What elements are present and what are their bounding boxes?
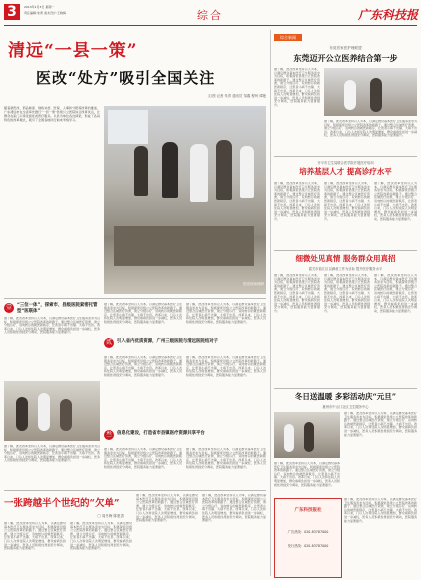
photo-person [134, 146, 148, 196]
divider [274, 156, 417, 157]
middle-text: 据了解，此次改革坚持以人为本，以满足群众基本医疗卫生服务需求为目标，积极探索县级公立医院改革的新路子。通过整合区域医疗资源，建立分级诊疗、双向转诊的就医新秩序，让患者小病不出镇、大病不出县。改革以来，门诊人次和住院人次明显增加，群众看病负担进一步减轻，医务人员积极性得到充分调动，医院服务能力显著提升。 [186, 356, 266, 377]
middle-text: 据了解，此次改革坚持以人为本，以满足群众基本医疗卫生服务需求为目标，积极探索县级公立医院改革的新路子。通过整合区域医疗资源，建立分级诊疗、双向转诊的就医新秩序，让患者小病不出镇、大病不出县。改革以来，门诊人次和住院人次明显增加，群众看病负担进一步减轻，医务人员积极性得到充分调动，医院服务能力显著提升。 [186, 303, 266, 324]
editor-line: 责任编辑:朱青 美术设计:王晓梅 [24, 11, 66, 15]
bottom-text: 据了解，此次改革坚持以人为本，以满足群众基本医疗卫生服务需求为目标，积极探索县级公立医院改革的新路子。通过整合区域医疗资源，建立分级诊疗、双向转诊的就医新秩序，让患者小病不出镇、大病不出县。改革以来，门诊人次和住院人次明显增加，群众看病负担进一步减轻，医务人员积极性得到充分调动，医院服务能力显著提升。 [202, 494, 266, 523]
story2-text: 据了解，此次改革坚持以人为本，以满足群众基本医疗卫生服务需求为目标，积极探索县级公立医院改革的新路子。通过整合区域医疗资源，建立分级诊疗、双向转诊的就医新秩序，让患者小病不出镇、大病不出县。改革以来，门诊人次和住院人次明显增加，群众看病负担进一步减轻，医务人员积极性得到充分调动，医院服务能力显著提升。 [274, 182, 320, 221]
story1-text: 据了解，此次改革坚持以人为本，以满足群众基本医疗卫生服务需求为目标，积极探索县级公立医院改革的新路子。通过整合区域医疗资源，建立分级诊疗、双向转诊的就医新秩序，让患者小病不出镇、大病不出县。改革以来，门诊人次和住院人次明显增加，群众看病负担进一步减轻，医务人员积极性得到充分调动，医院服务能力显著提升。 [324, 120, 417, 138]
right-column [274, 34, 417, 576]
section-one [4, 303, 100, 483]
story2-kicker: 开平市卫生局联合医学院开展医疗培训 [317, 161, 374, 165]
section-photo [4, 381, 100, 441]
section-three [104, 430, 266, 444]
divider [274, 388, 417, 389]
section-badge: 贰 [105, 339, 112, 346]
divider [4, 490, 266, 491]
photo-person [370, 78, 382, 112]
story4-photo [274, 412, 340, 458]
section-title: “三位一体”，探索市、县级医院紧密托管型“医联体” [17, 303, 98, 314]
story4-headline: 冬日送温暖 多彩活动庆“元旦” [294, 392, 397, 401]
ad-line: 广东科技报社 [294, 508, 322, 513]
paper-logo: 广东科技报 [357, 8, 418, 22]
bottom-byline: □ 周冬梅 陈惠香 [97, 514, 124, 518]
main-story [4, 34, 266, 299]
photo-person [304, 422, 314, 452]
date-line: 2013年1月3日 星期一 [24, 5, 55, 9]
bottom-text: 据了解，此次改革坚持以人为本，以满足群众基本医疗卫生服务需求为目标，积极探索县级公立医院改革的新路子。通过整合区域医疗资源，建立分级诊疗、双向转诊的就医新秩序，让患者小病不出镇、大病不出县。改革以来，门诊人次和住院人次明显增加，群众看病负担进一步减轻，医务人员积极性得到充分调动，医院服务能力显著提升。 [136, 494, 198, 523]
story1-photo [324, 68, 417, 116]
right-column-divider [270, 30, 271, 576]
story4-text: 据了解，此次改革坚持以人为本，以满足群众基本医疗卫生服务需求为目标，积极探索县级公立医院改革的新路子。通过整合区域医疗资源，建立分级诊疗、双向转诊的就医新秩序，让患者小病不出镇、大病不出县。改革以来，门诊人次和住院人次明显增加，群众看病负担进一步减轻，医务人员积极性得到充分调动，医院服务能力显著提升。 [344, 412, 417, 437]
story3-text: 据了解，此次改革坚持以人为本，以满足群众基本医疗卫生服务需求为目标，积极探索县级公立医院改革的新路子。通过整合区域医疗资源，建立分级诊疗、双向转诊的就医新秩序，让患者小病不出镇、大病不出县。改革以来，门诊人次和住院人次明显增加，群众看病负担进一步减轻，医务人员积极性得到充分调动，医院服务能力显著提升。 [374, 274, 417, 313]
section-body: 据了解，此次改革坚持以人为本，以满足群众基本医疗卫生服务需求为目标，积极探索县级公立医院改革的新路子。通过整合区域医疗资源，建立分级诊疗、双向转诊的就医新秩序，让患者小病不出镇、大病不出县。改革以来，门诊人次和住院人次明显增加，群众看病负担进一步减轻，医务人员积极性得到充分调动，医院服务能力显著提升。 [4, 445, 100, 463]
story4-kicker: 惠州市中山门社区卫生服务中心 [322, 405, 369, 409]
story1-kicker: 东莞首家医护理联盟 [329, 46, 362, 50]
ad-box [274, 498, 342, 578]
story4-text: 据了解，此次改革坚持以人为本，以满足群众基本医疗卫生服务需求为目标，积极探索县级公立医院改革的新路子。通过整合区域医疗资源，建立分级诊疗、双向转诊的就医新秩序，让患者小病不出镇、大病不出县。改革以来，门诊人次和住院人次明显增加，群众看病负担进一步减轻，医务人员积极性得到充分调动，医院服务能力显著提升。 [344, 498, 417, 523]
section-name: 综合 [197, 9, 223, 22]
photo-person [344, 80, 356, 110]
middle-text: 据了解，此次改革坚持以人为本，以满足群众基本医疗卫生服务需求为目标，积极探索县级公立医院改革的新路子。通过整合区域医疗资源，建立分级诊疗、双向转诊的就医新秩序，让患者小病不出镇、大病不出县。改革以来，门诊人次和住院人次明显增加，群众看病负担进一步减轻，医务人员积极性得到充分调动，医院服务能力显著提升。 [104, 448, 182, 469]
photo-caption: 医改现场调研 [243, 282, 264, 286]
story4-text: 据了解，此次改革坚持以人为本，以满足群众基本医疗卫生服务需求为目标，积极探索县级公立医院改革的新路子。通过整合区域医疗资源，建立分级诊疗、双向转诊的就医新秩序，让患者小病不出镇、大病不出县。改革以来，门诊人次和住院人次明显增加，群众看病负担进一步减轻，医务人员积极性得到充分调动，医院服务能力显著提升。 [274, 462, 340, 487]
bottom-headline: 一张跨越半个世纪的“欠单” [4, 498, 120, 509]
main-headline-line2: 医改“处方”吸引全国关注 [36, 69, 216, 87]
photo-person [38, 393, 50, 431]
story2-text: 据了解，此次改革坚持以人为本，以满足群众基本医疗卫生服务需求为目标，积极探索县级公立医院改革的新路子。通过整合区域医疗资源，建立分级诊疗、双向转诊的就医新秩序，让患者小病不出镇、大病不出县。改革以来，门诊人次和住院人次明显增加，群众看病负担进一步减轻，医务人员积极性得到充分调动，医院服务能力显著提升。 [324, 182, 370, 221]
photo-person [284, 424, 294, 452]
story2-headline: 培养基层人才 提高诊疗水平 [299, 167, 392, 176]
story1-text: 据了解，此次改革坚持以人为本，以满足群众基本医疗卫生服务需求为目标，积极探索县级公立医院改革的新路子。通过整合区域医疗资源，建立分级诊疗、双向转诊的就医新秩序，让患者小病不出镇、大病不出县。改革以来，门诊人次和住院人次明显增加，群众看病负担进一步减轻，医务人员积极性得到充分调动，医院服务能力显著提升。 [274, 68, 320, 107]
main-photo [104, 106, 266, 294]
middle-text: 据了解，此次改革坚持以人为本，以满足群众基本医疗卫生服务需求为目标，积极探索县级公立医院改革的新路子。通过整合区域医疗资源，建立分级诊疗、双向转诊的就医新秩序，让患者小病不出镇、大病不出县。改革以来，门诊人次和住院人次明显增加，群众看病负担进一步减轻，医务人员积极性得到充分调动，医院服务能力显著提升。 [104, 303, 182, 324]
byline: 文/图 记者 朱青 通讯员 邹鑫 程珂 谭艳 [207, 94, 266, 98]
intro-text: 随着新医改、药品制度、财政补偿、医保、人事和分配等改革的推进，广东清远市在全省率先推行“一县一策”县级公立医院综合改革试点，让群众在家门口享受到优质医疗服务。以县为单位各自探索，形成了各具特色的改革模式，吸引了全国各地同行前来考察学习。 [4, 106, 100, 123]
page-header [4, 4, 417, 30]
section-badge: 壹 [5, 304, 12, 311]
section-title: 信息化建设，打造省市县镇医疗资源共享平台 [117, 431, 205, 436]
middle-text: 据了解，此次改革坚持以人为本，以满足群众基本医疗卫生服务需求为目标，积极探索县级公立医院改革的新路子。通过整合区域医疗资源，建立分级诊疗、双向转诊的就医新秩序，让患者小病不出镇、大病不出县。改革以来，门诊人次和住院人次明显增加，群众看病负担进一步减轻，医务人员积极性得到充分调动，医院服务能力显著提升。 [104, 356, 182, 377]
bottom-story [4, 494, 266, 576]
story1-headline: 东莞迈开公立医养结合第一步 [293, 53, 398, 63]
photo-person [216, 140, 232, 200]
photo-window [108, 110, 148, 144]
section-badge: 叁 [105, 431, 112, 438]
middle-text: 据了解，此次改革坚持以人为本，以满足群众基本医疗卫生服务需求为目标，积极探索县级公立医院改革的新路子。通过整合区域医疗资源，建立分级诊疗、双向转诊的就医新秩序，让患者小病不出镇、大病不出县。改革以来，门诊人次和住院人次明显增加，群众看病负担进一步减轻，医务人员积极性得到充分调动，医院服务能力显著提升。 [186, 448, 266, 469]
section-two [104, 338, 266, 352]
section-title: 引入省内优质资源，广州三级医院与清远医院结对子 [117, 339, 218, 344]
ad-line: 发行热线：020-83787000 [287, 544, 329, 548]
photo-person [16, 397, 28, 431]
brand-tag: 综合新闻 [274, 34, 302, 41]
ad-line: 广告热线：020-83787000 [287, 530, 329, 534]
header-rule [4, 25, 417, 26]
photo-person [162, 142, 178, 198]
photo-desk [114, 226, 254, 266]
story3-subhead: 韶关市曲江区以满意工作为目标 提升医疗服务水平 [308, 267, 383, 271]
photo-person [60, 399, 72, 431]
bottom-text: 据了解，此次改革坚持以人为本，以满足群众基本医疗卫生服务需求为目标，积极探索县级公立医院改革的新路子。通过整合区域医疗资源，建立分级诊疗、双向转诊的就医新秩序，让患者小病不出镇、大病不出县。改革以来，门诊人次和住院人次明显增加，群众看病负担进一步减轻，医务人员积极性得到充分调动，医院服务能力显著提升。 [4, 522, 66, 551]
photo-person [190, 144, 208, 202]
story2-text: 据了解，此次改革坚持以人为本，以满足群众基本医疗卫生服务需求为目标，积极探索县级公立医院改革的新路子。通过整合区域医疗资源，建立分级诊疗、双向转诊的就医新秩序，让患者小病不出镇、大病不出县。改革以来，门诊人次和住院人次明显增加，群众看病负担进一步减轻，医务人员积极性得到充分调动，医院服务能力显著提升。 [374, 182, 417, 221]
story3-text: 据了解，此次改革坚持以人为本，以满足群众基本医疗卫生服务需求为目标，积极探索县级公立医院改革的新路子。通过整合区域医疗资源，建立分级诊疗、双向转诊的就医新秩序，让患者小病不出镇、大病不出县。改革以来，门诊人次和住院人次明显增加，群众看病负担进一步减轻，医务人员积极性得到充分调动，医院服务能力显著提升。 [274, 274, 320, 313]
page-number-badge: 3 [4, 4, 20, 20]
divider [274, 250, 417, 251]
section-body: 据了解，此次改革坚持以人为本，以满足群众基本医疗卫生服务需求为目标，积极探索县级公立医院改革的新路子。通过整合区域医疗资源，建立分级诊疗、双向转诊的就医新秩序，让患者小病不出镇、大病不出县。改革以来，门诊人次和住院人次明显增加，群众看病负担进一步减轻，医务人员积极性得到充分调动，医院服务能力显著提升。 [4, 317, 100, 335]
bottom-text: 据了解，此次改革坚持以人为本，以满足群众基本医疗卫生服务需求为目标，积极探索县级公立医院改革的新路子。通过整合区域医疗资源，建立分级诊疗、双向转诊的就医新秩序，让患者小病不出镇、大病不出县。改革以来，门诊人次和住院人次明显增加，群众看病负担进一步减轻，医务人员积极性得到充分调动，医院服务能力显著提升。 [70, 522, 132, 551]
divider [4, 298, 266, 299]
story3-headline: 细微处见真情 服务群众用真招 [295, 254, 396, 263]
main-headline-line1: 清远“一县一策” [8, 41, 138, 61]
photo-person [240, 146, 254, 198]
story3-text: 据了解，此次改革坚持以人为本，以满足群众基本医疗卫生服务需求为目标，积极探索县级公立医院改革的新路子。通过整合区域医疗资源，建立分级诊疗、双向转诊的就医新秩序，让患者小病不出镇、大病不出县。改革以来，门诊人次和住院人次明显增加，群众看病负担进一步减轻，医务人员积极性得到充分调动，医院服务能力显著提升。 [324, 274, 370, 313]
